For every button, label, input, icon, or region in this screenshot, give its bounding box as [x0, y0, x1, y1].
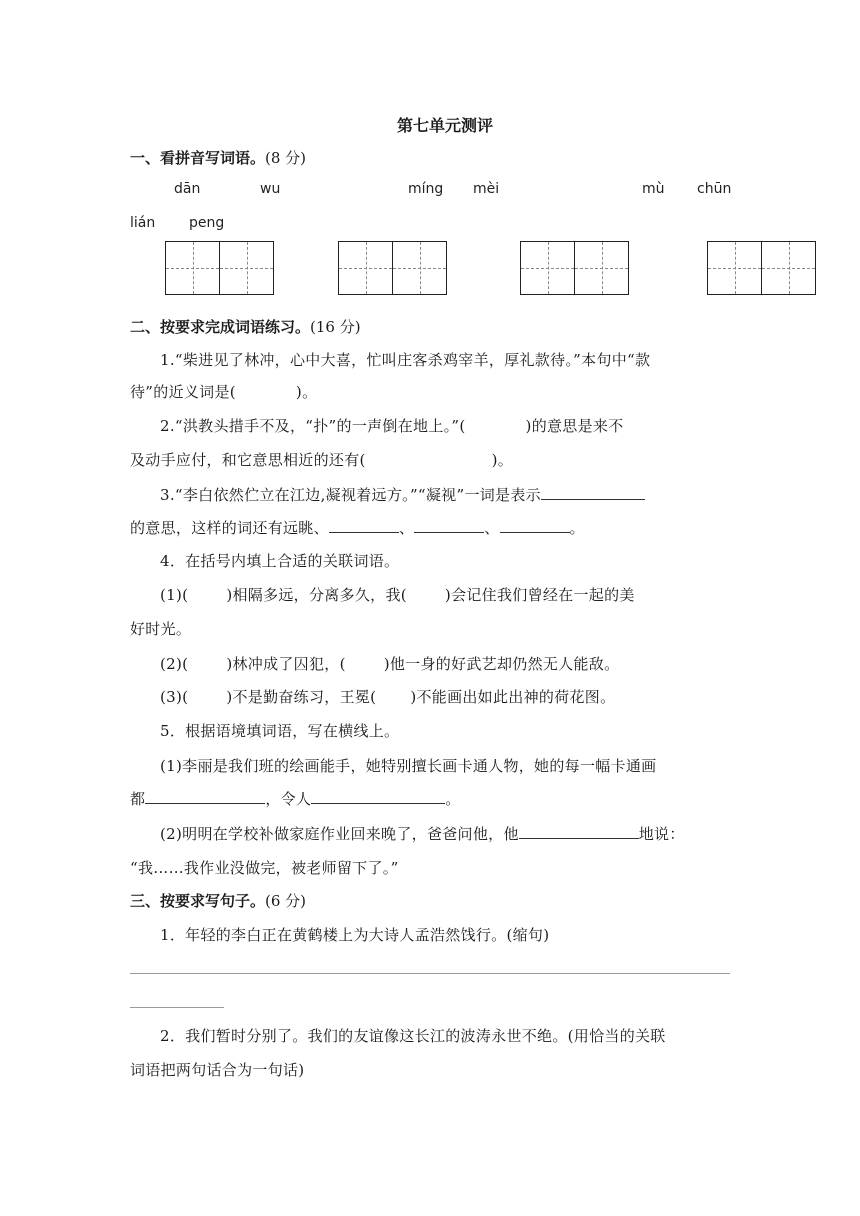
section2-heading: [130, 316, 361, 337]
q2-3-answer-line-4[interactable]: [500, 518, 570, 533]
writing-cell[interactable]: [762, 242, 815, 294]
q2-5-2-answer-line[interactable]: [519, 824, 639, 839]
q2-4-1-line-b: 好时光。: [130, 620, 192, 638]
q2-5-2-line-a: [160, 823, 685, 844]
q2-3-line-b: [130, 517, 585, 538]
q2-2b-text-pre: 及动手应付，和它意思相近的还有(: [130, 451, 366, 469]
q2-4-3-pre: (3)(: [160, 688, 189, 706]
q2-4-3-post: )不能画出如此出神的荷花图。: [410, 688, 616, 706]
writing-box-1[interactable]: [165, 241, 274, 295]
q2-5-1-pre: 都: [130, 790, 146, 808]
q2-4-1-pre: (1)(: [160, 586, 189, 604]
q2-5-1-answer-line-2[interactable]: [311, 789, 445, 804]
q2-3b-sep-1: 、: [398, 519, 415, 537]
q3-1-answer-line-1[interactable]: [130, 973, 730, 974]
q2-1-line-b: [130, 381, 317, 402]
q2-5-2-post: 地说：: [638, 825, 685, 843]
section1-heading: [130, 147, 306, 168]
q2-5-1-end: 。: [445, 790, 461, 808]
writing-cell[interactable]: [339, 242, 393, 294]
q2-5-1-mid: ，令人: [265, 790, 312, 808]
q3-1-answer-line-2[interactable]: [130, 1007, 224, 1008]
q2-3-answer-line-2[interactable]: [329, 518, 399, 533]
q2-3b-text-pre: 的意思，这样的词还有远眺、: [130, 519, 329, 537]
q2-4-3-mid: )不是勤奋练习，王冕(: [226, 688, 377, 706]
q2-2b-text-post: )。: [491, 451, 514, 469]
pinyin-lian: lián: [130, 215, 156, 231]
q2-4-2-post: )他一身的好武艺却仍然无人能敌。: [383, 655, 620, 673]
q2-3b-sep-2: 、: [484, 519, 500, 537]
pinyin-ming: míng: [408, 181, 444, 197]
writing-box-2[interactable]: [338, 241, 447, 295]
writing-cell[interactable]: [708, 242, 762, 294]
q2-3-text: 3.“李白依然伫立在江边,凝视着远方。”“凝视”一词是表示: [160, 486, 541, 504]
q2-3-answer-line-1[interactable]: [541, 485, 645, 500]
q2-2-line-a: [160, 415, 624, 436]
writing-cell[interactable]: [166, 242, 220, 294]
q2-5-1-line-b: [130, 788, 461, 809]
q2-3-line-a: [160, 484, 645, 505]
pinyin-dan: dān: [174, 181, 201, 197]
q2-4-prompt: 4．在括号内填上合适的关联词语。: [160, 552, 400, 570]
q2-5-1-answer-line-1[interactable]: [145, 789, 265, 804]
pinyin-mu: mù: [642, 181, 665, 197]
writing-cell[interactable]: [220, 242, 273, 294]
page-title: 第七单元测评: [397, 116, 494, 135]
pinyin-peng: peng: [189, 215, 225, 231]
section3-score: (6 分): [265, 892, 307, 910]
writing-box-3[interactable]: [520, 241, 629, 295]
q2-5-2-line-b: “我……我作业没做完，被老师留下了。”: [130, 859, 399, 877]
q2-1-text-post: )。: [295, 383, 318, 401]
q2-2-text-post: )的意思是来不: [525, 417, 624, 435]
section1-heading-text: 一、看拼音写词语。: [130, 149, 266, 167]
q2-2-line-b: [130, 449, 513, 470]
writing-cell[interactable]: [575, 242, 628, 294]
q2-5-1-line-a: (1)李丽是我们班的绘画能手，她特别擅长画卡通人物，她的每一幅卡通画: [160, 757, 657, 775]
q2-4-1-post: )会记住我们曾经在一起的美: [444, 586, 635, 604]
q3-2-line-a: 2．我们暂时分别了。我们的友谊像这长江的波涛永世不绝。(用恰当的关联: [160, 1027, 666, 1045]
q2-4-2-mid: )林冲成了囚犯，(: [226, 655, 346, 673]
writing-cell[interactable]: [521, 242, 575, 294]
writing-box-4[interactable]: [707, 241, 816, 295]
pinyin-mei: mèi: [473, 181, 500, 197]
q2-1-text-pre: 待”的近义词是(: [130, 383, 236, 401]
pinyin-chun: chūn: [697, 181, 732, 197]
q2-4-1-mid: )相隔多远，分离多久，我(: [226, 586, 407, 604]
q2-2-text-pre: 2.“洪教头措手不及，“扑”的一声倒在地上。”(: [160, 417, 466, 435]
q2-4-2-line: [160, 653, 619, 674]
q2-4-2-pre: (2)(: [160, 655, 189, 673]
q2-4-3-line: [160, 686, 615, 707]
q2-3b-end: 。: [569, 519, 585, 537]
section3-heading: [130, 890, 306, 911]
q2-5-2-pre: (2)明明在学校补做家庭作业回来晚了，爸爸问他，他: [160, 825, 519, 843]
section1-score: (8 分): [265, 149, 307, 167]
q3-2-line-b: 词语把两句话合为一句话): [130, 1061, 305, 1079]
pinyin-wu: wu: [260, 181, 281, 197]
section2-score: (16 分): [310, 318, 361, 336]
q2-5-prompt: 5．根据语境填词语，写在横线上。: [160, 722, 400, 740]
section3-heading-text: 三、按要求写句子。: [130, 892, 266, 910]
q2-1-line-a: 1.“柴进见了林冲，心中大喜，忙叫庄客杀鸡宰羊，厚礼款待。”本句中“款: [160, 351, 651, 369]
q3-1-prompt: 1．年轻的李白正在黄鹤楼上为大诗人孟浩然饯行。(缩句): [160, 926, 550, 944]
section2-heading-text: 二、按要求完成词语练习。: [130, 318, 311, 336]
writing-cell[interactable]: [393, 242, 446, 294]
q2-4-1-line-a: [160, 584, 635, 605]
q2-3-answer-line-3[interactable]: [414, 518, 484, 533]
